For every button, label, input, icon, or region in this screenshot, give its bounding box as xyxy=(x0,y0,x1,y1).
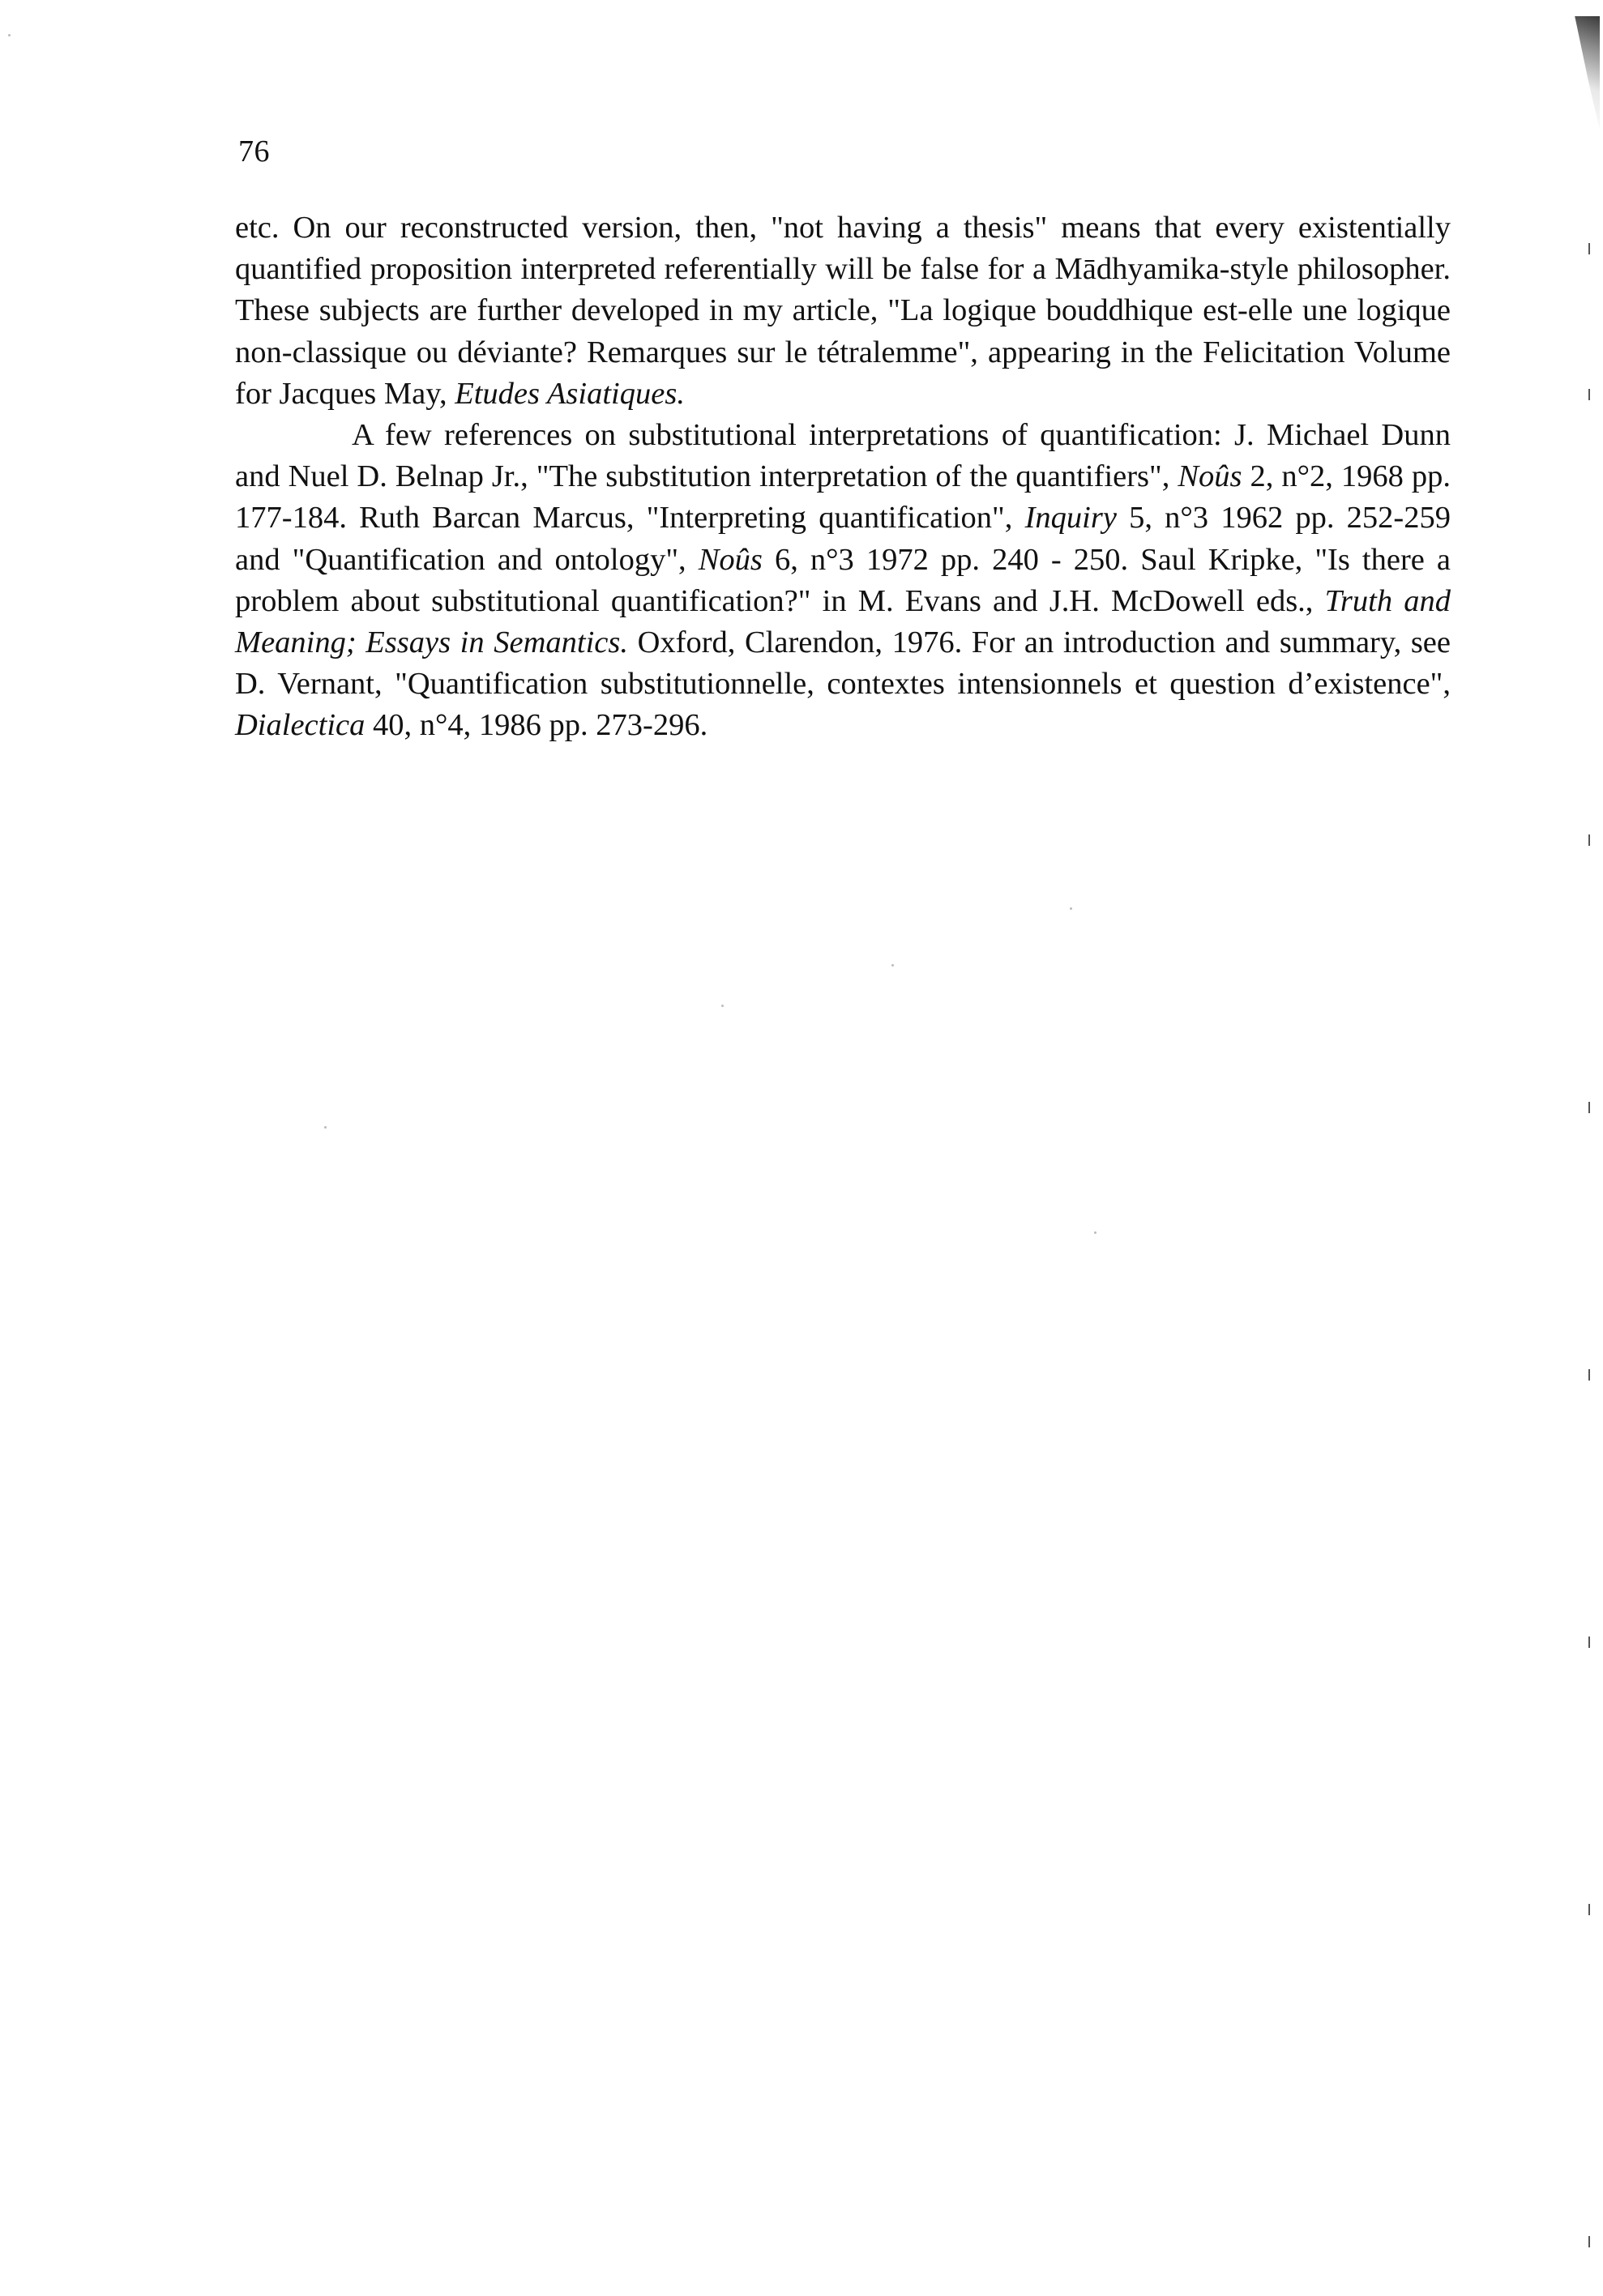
scan-tick xyxy=(1588,1369,1590,1381)
paragraph-2-text-1: A few references on substitutional interpretations of quantification: J. Michael Dunn and Nuel D. Belnap Jr., "The substitution interpretation of the quantifiers", xyxy=(235,418,1451,494)
scan-speck xyxy=(891,964,894,967)
paragraph-2-text-2: 2, n°2, 1968 pp. 177-184. Ruth Barcan Marcus, "Interpreting quantification", xyxy=(235,459,1451,536)
paragraph-2-text-5: Oxford, Clarendon, 1976. For an introduction and summary, see D. Vernant, "Quantification substitutionnelle, contextes intensionnels et question d’existence", xyxy=(235,625,1451,702)
scan-tick xyxy=(1588,243,1590,254)
scan-tick xyxy=(1588,834,1590,846)
paragraph-2-text-6: 40, n°4, 1986 pp. 273-296. xyxy=(365,708,708,743)
scan-tick xyxy=(1588,2236,1590,2247)
book-title-truth-and-meaning: Truth and Meaning; Essays in Semantics. xyxy=(235,583,1451,660)
scan-tick xyxy=(1588,389,1590,400)
journal-title-nous-2: Noûs xyxy=(698,542,763,577)
scan-tick xyxy=(1588,1904,1590,1915)
paragraph-2-text-3: 5, n°3 1962 pp. 252-259 and "Quantification and ontology", xyxy=(235,501,1451,577)
scan-speck xyxy=(721,1005,724,1007)
scan-tick xyxy=(1588,1637,1590,1648)
paragraph-1-text: etc. On our reconstructed version, then, "not having a thesis" means that every existentially quantified proposition interpreted referentially will be false for a Mādhyamika-style philosopher. These subjects are further developed in my article, "La logique bouddhique est-elle une logique non-classique ou déviante? Remarques sur le tétralemme", appearing in the Felicitation Volume for Jacques May, xyxy=(235,211,1451,411)
paragraph-2-text-4: 6, n°3 1972 pp. 240 - 250. Saul Kripke, "Is there a problem about substitutional quantification?" in M. Evans and J.H. McDowell eds., xyxy=(235,542,1451,618)
scan-edge-artifact xyxy=(1554,0,1603,2296)
journal-title-inquiry: Inquiry xyxy=(1024,501,1117,536)
scan-tick xyxy=(1588,1102,1590,1113)
scan-speck xyxy=(1094,1231,1096,1234)
journal-title-etudes-asiatiques: Etudes Asiatiques. xyxy=(455,376,685,411)
body-text xyxy=(235,207,1451,747)
scan-smudge xyxy=(1564,16,1600,130)
paragraph-2 xyxy=(235,415,1451,747)
scan-speck xyxy=(1070,907,1072,910)
paragraph-1 xyxy=(235,207,1451,415)
journal-title-dialectica: Dialectica xyxy=(235,708,365,743)
scan-speck xyxy=(324,1126,327,1129)
page-number: 76 xyxy=(238,134,270,169)
journal-title-nous-1: Noûs xyxy=(1178,459,1242,494)
scan-speck xyxy=(8,34,11,36)
